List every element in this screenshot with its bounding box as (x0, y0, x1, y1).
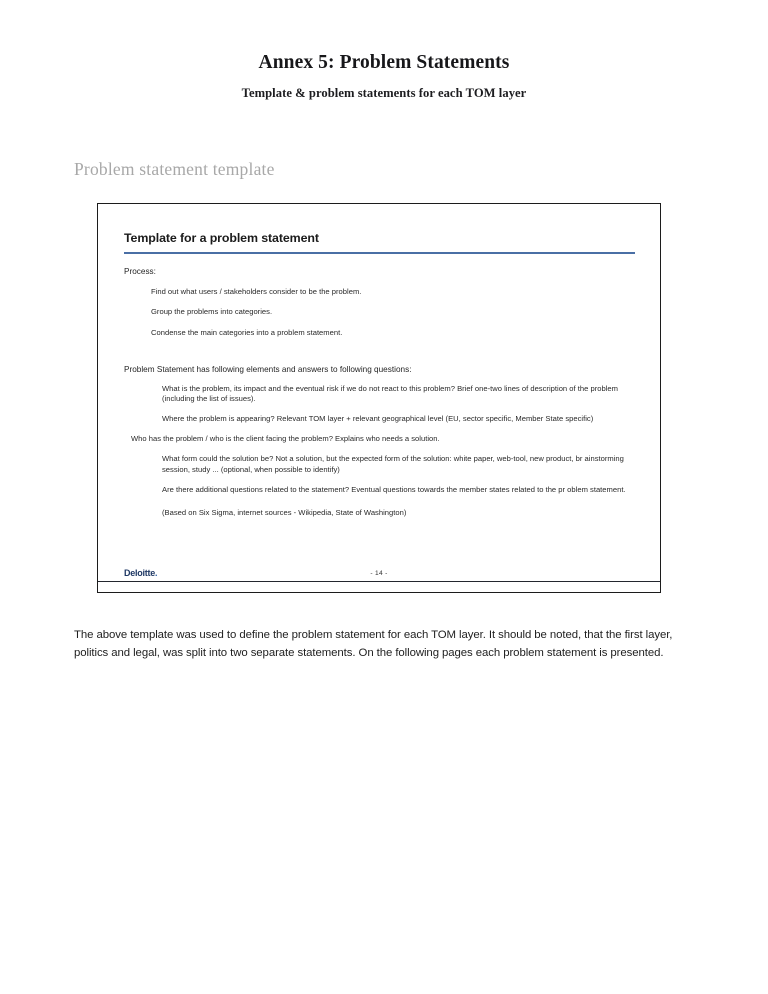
list-item: Where the problem is appearing? Relevant TOM layer + relevant geographical level (EU, sector specific, Member State specific) (162, 414, 594, 424)
page-subtitle: Template & problem statements for each TOM layer (241, 86, 527, 100)
list-item: Are there additional questions related to the statement? Eventual questions towards the member states related to the pr oblem statement. (162, 484, 626, 494)
embedded-slide (97, 203, 661, 593)
source-note: (Based on Six Sigma, internet sources - Wikipedia, State of Washington) (162, 507, 407, 517)
logo-dot: . (155, 568, 158, 578)
list-item: What is the problem, its impact and the eventual risk if we do not react to this problem? Brief one-two lines of description of the problem (including the list of issues). (162, 383, 618, 403)
logo-text: Deloitte (124, 568, 156, 578)
list-item: What form could the solution be? Not a solution, but the expected form of the solution: white paper, web-tool, new product, br ainstorming session, study ... (optional, when possible to identify) (162, 454, 624, 474)
section-heading: Problem statement template (74, 159, 275, 179)
question-list (124, 384, 640, 495)
slide-title-underline (124, 252, 635, 254)
elements-label: Problem Statement has following elements and answers to following questions: (124, 364, 412, 374)
process-step-list (124, 287, 640, 338)
list-item: Condense the main categories into a problem statement. (151, 327, 343, 337)
closing-paragraph: The above template was used to define the problem statement for each TOM layer. It should be noted, that the first layer, politics and legal, was split into two separate statements. On the following pages each problem statement is presented. (74, 629, 673, 660)
list-item: Group the problems into categories. (151, 307, 273, 317)
slide-body (124, 266, 640, 517)
page-title: Annex 5: Problem Statements (258, 52, 510, 73)
process-label: Process: (124, 267, 156, 276)
slide-footer-divider (98, 581, 660, 582)
slide-title: Template for a problem statement (124, 231, 319, 245)
list-item: Who has the problem / who is the client facing the problem? Explains who needs a solution. (131, 434, 440, 444)
slide-page-number: - 14 - (370, 570, 388, 577)
list-item: Find out what users / stakeholders consider to be the problem. (151, 287, 362, 297)
